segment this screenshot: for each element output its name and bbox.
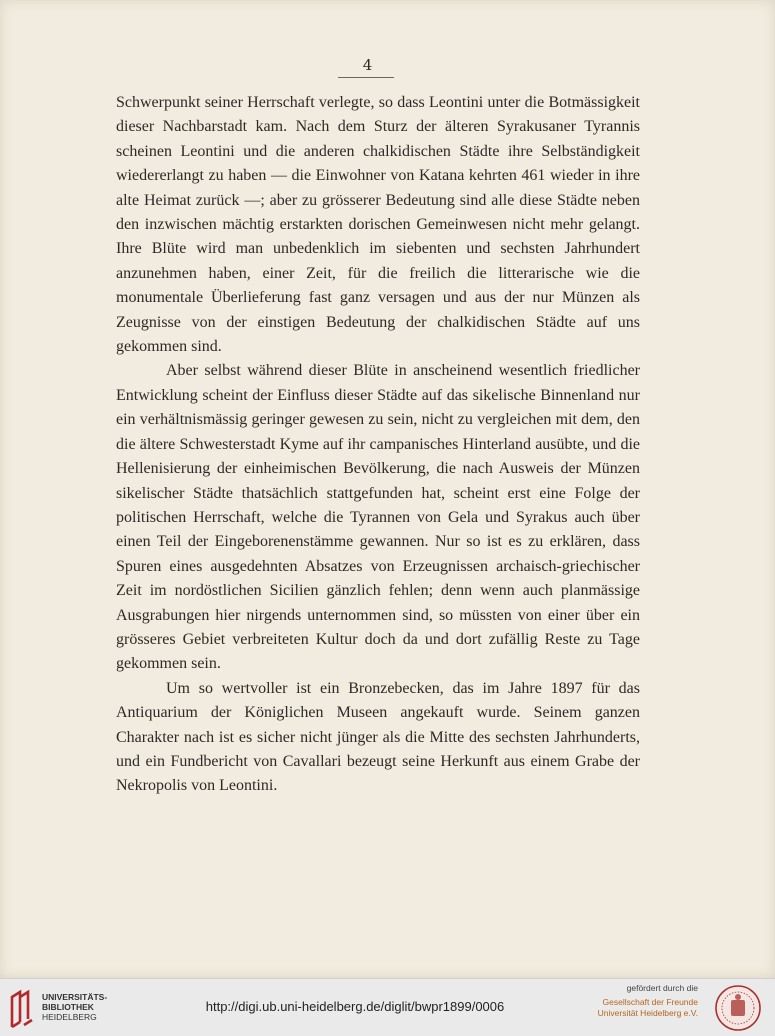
paragraph-2: Aber selbst während dieser Blüte in anscheinend wesentlich friedlicher Entwicklung scheint der Einfluss dieser Städte auf das sikelische Binnenland nur ein verhältnismässig geringer gewesen zu sein, nicht zu vergleichen mit dem, den die ältere Schwesterstadt Kyme auf ihr campanisches Hinterland ausübte, und die Hellenisierung der einheimischen Bevölkerung, die nach Ausweis der Münzen sikelischer Städte thatsächlich stattgefunden hat, scheint erst eine Folge der politischen Herrschaft, welche die Tyrannen von Gela und Syrakus auch über einen Teil der Eingeborenenstämme gewannen. Nur so ist es zu erklären, dass Spuren eines ausgedehnten Absatzes von Erzeugnissen archaisch-griechischer Zeit im nordöstlichen Sicilien gänzlich fehlen; denn wenn auch planmässige Ausgrabungen hier nirgends unternommen sind, so müssten von einer über ein grösseres Gebiet verbreiteten Kultur doch da und dort zufällig Reste zu Tage gekommen sein.	[116, 362, 640, 673]
body-text	[116, 91, 640, 799]
sponsor-org-line-1: Gesellschaft der Freunde	[602, 997, 698, 1007]
library-name-line-1: UNIVERSITÄTS-	[42, 992, 108, 1002]
sponsor-org-line-2: Universität Heidelberg e.V.	[597, 1008, 698, 1018]
document-url-link[interactable]: http://digi.ub.uni-heidelberg.de/diglit/bwpr1899/0006	[205, 999, 505, 1014]
university-seal-icon[interactable]	[714, 984, 762, 1032]
paragraph-3: Um so wertvoller ist ein Bronzebecken, das im Jahre 1897 für das Antiquarium der Königlichen Museen angekauft wurde. Seinem ganzen Charakter nach ist es sicher nicht jünger als die Mitte des sechsten Jahrhunderts, und ein Fundbericht von Cavallari bezeugt seine Herkunft aus einem Grabe der Nekropolis von Leontini.	[116, 679, 640, 795]
sponsor-block[interactable]	[588, 983, 698, 1019]
sponsor-label: gefördert durch die	[626, 983, 698, 993]
library-name-line-3: HEIDELBERG	[42, 1012, 97, 1022]
viewer-footer	[0, 978, 775, 1036]
library-logo-icon[interactable]	[8, 989, 36, 1029]
paragraph-1: Schwerpunkt seiner Herrschaft verlegte, so dass Leontini unter die Botmässigkeit dieser Nachbarstadt kam. Nach dem Sturz der älteren Syrakusaner Tyrannis scheinen Leontini und die anderen chalkidischen Städte ihre Selbständigkeit wiedererlangt zu haben — die Einwohner von Katana kehrten 461 wieder in ihre alte Heimat zurück —; aber zu grösserer Bedeutung sind alle diese Städte neben den inzwischen mächtig erstarkten dorischen Gemeinwesen nicht mehr gelangt. Ihre Blüte wird man unbedenklich im siebenten und sechsten Jahrhundert anzunehmen haben, einer Zeit, für die freilich die litterarische wie die monumentale Überlieferung fast ganz versagen und aus der nur Münzen als Zeugnisse von der einstigen Bedeutung der chalkidischen Städte auf uns gekommen sind.	[116, 94, 640, 356]
library-name[interactable]	[42, 992, 132, 1022]
library-name-line-2: BIBLIOTHEK	[42, 1002, 94, 1012]
page-number: 4	[362, 56, 373, 74]
header-rule	[338, 77, 394, 78]
